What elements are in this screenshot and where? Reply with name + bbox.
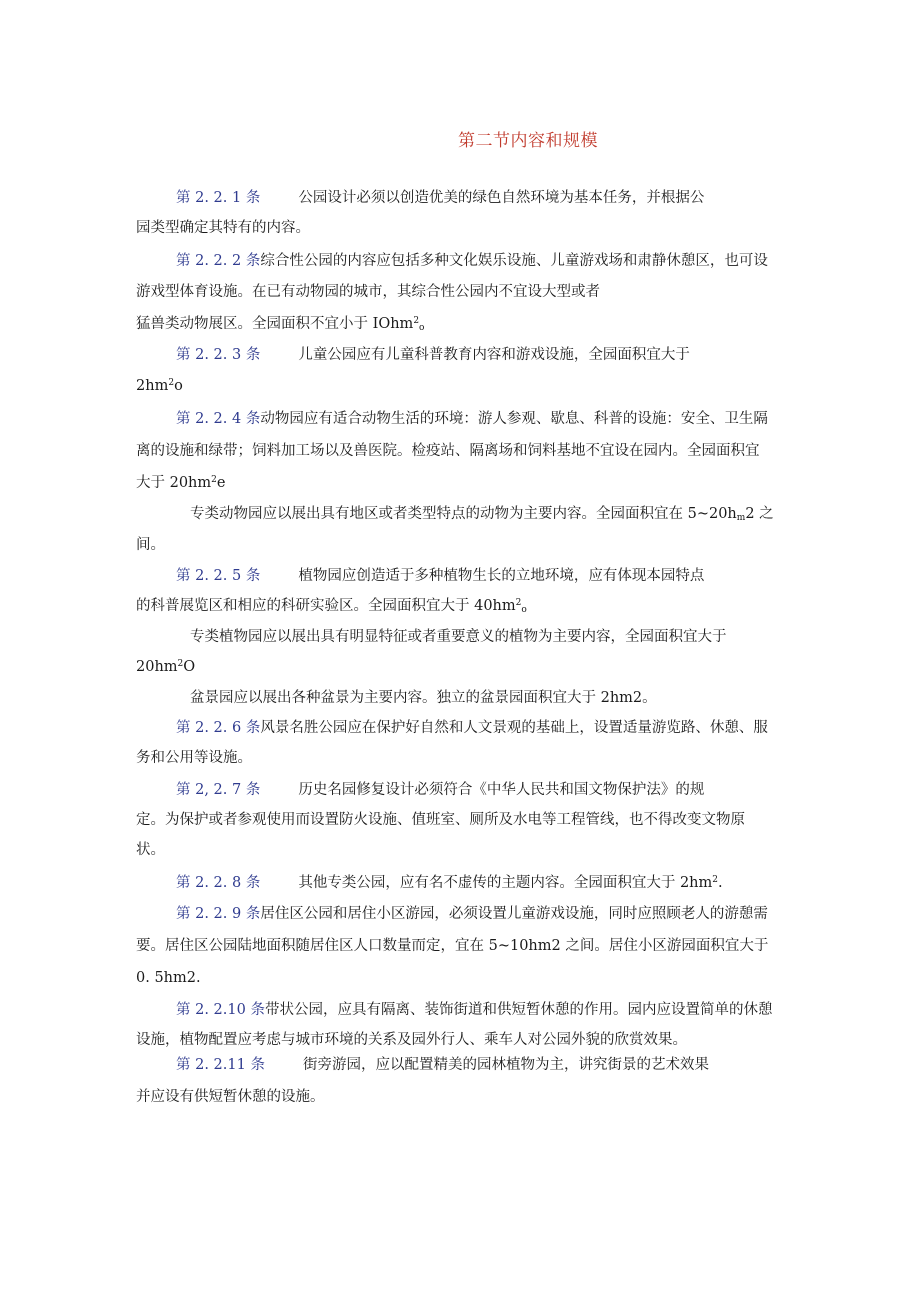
article-number: 第 2. 2.10 条	[176, 1002, 265, 1018]
article-2-2-4-line-2: 离的设施和绿带；饲料加工场以及兽医院。检疫站、隔离场和饲料基地不宜设在园内。全园面积宜	[136, 443, 760, 459]
article-number: 第 2. 2. 8 条	[176, 875, 261, 891]
article-number: 第 2, 2. 7 条	[176, 782, 261, 798]
article-number: 第 2. 2. 2 条	[176, 253, 261, 269]
special-zoo-line-1: 专类动物园应以展出具有地区或者类型特点的动物为主要内容。全园面积宜在 $5\sim 20h_m2$ 之	[190, 506, 774, 523]
article-2-2-1-line-2: 园类型确定其特有的内容。	[136, 220, 310, 236]
article-2-2-11-line-1	[176, 1055, 709, 1075]
article-2-2-4-line-3: 大于 $20hm^2e$	[136, 475, 226, 491]
article-2-2-10-line-1	[176, 1000, 772, 1020]
article-text: 居住区公园和居住小区游园，必须设置儿童游戏设施，同时应照顾老人的游憩需	[260, 906, 768, 922]
article-2-2-9-line-3: 0. 5hm2.	[136, 970, 201, 986]
article-2-2-10-line-2: 设施，植物配置应考虑与城市环境的关系及园外行人、乘车人对公园外貌的欣赏效果。	[136, 1032, 687, 1048]
article-2-2-8-line-1: 第 2. 2. 8 条 其他专类公园，应有名不虚传的主题内容。全园面积宜大于 $2hm^2$.	[176, 875, 723, 891]
article-2-2-9-line-1	[176, 904, 768, 924]
article-number: 第 2. 2. 1 条	[176, 190, 261, 206]
article-number: 第 2. 2. 9 条	[176, 906, 261, 922]
article-number: 第 2. 2.11 条	[176, 1057, 265, 1073]
article-2-2-2-line-2: 游戏型体育设施。在已有动物园的城市，其综合性公园内不宜设大型或者	[136, 284, 600, 300]
article-text: 其他专类公园，应有名不虚传的主题内容。全园面积宜大于 2hm	[298, 875, 713, 891]
article-2-2-2-line-3: 猛兽类动物展区。全园面积不宜小于 IOhm$^2_o$	[136, 316, 425, 333]
article-2-2-11-line-2: 并应设有供短暂休憩的设施。	[136, 1089, 325, 1105]
article-2-2-7-line-1	[176, 780, 704, 800]
article-text: 公园设计必须以创造优美的绿色自然环境为基本任务，并根据公	[298, 190, 705, 206]
article-text: 综合性公园的内容应包括多种文化娱乐设施、儿童游戏场和肃静休憩区，也可设	[260, 253, 768, 269]
special-botanical-line-1: 专类植物园应以展出具有明显特征或者重要意义的植物为主要内容，全园面积宜大于	[190, 629, 727, 645]
article-text: 历史名园修复设计必须符合《中华人民共和国文物保护法》的规	[298, 782, 705, 798]
article-2-2-5-line-1	[176, 566, 704, 586]
article-text: 风景名胜公园应在保护好自然和人文景观的基础上，设置适量游览路、休憩、服	[260, 720, 768, 736]
article-2-2-9-line-2: 要。居住区公园陆地面积随居住区人口数量而定，宜在 5~10hm2 之间。居住小区游园面积宜大于	[136, 938, 769, 954]
article-2-2-6-line-2: 务和公用等设施。	[136, 750, 252, 766]
article-text: 儿童公园应有儿童科普教育内容和游戏设施，全园面积宜大于	[298, 347, 690, 363]
article-text: 动物园应有适合动物生活的环境：游人参观、歇息、科普的设施：安全、卫生隔	[260, 411, 768, 427]
article-2-2-4-line-1	[176, 409, 768, 429]
article-number: 第 2. 2. 3 条	[176, 347, 261, 363]
article-2-2-7-line-3: 状。	[136, 842, 165, 858]
article-number: 第 2. 2. 4 条	[176, 411, 261, 427]
article-text: 带状公园，应具有隔离、装饰街道和供短暂休憩的作用。园内应设置简单的休憩	[264, 1002, 773, 1018]
special-zoo-line-2: 间。	[136, 537, 165, 553]
article-text: 街旁游园，应以配置精美的园林植物为主，讲究街景的艺术效果	[302, 1057, 709, 1073]
article-text: 植物园应创造适于多种植物生长的立地环境，应有体现本园特点	[298, 568, 705, 584]
article-2-2-3-line-2: $2hm^2o$	[136, 378, 183, 394]
special-botanical-line-2: $20hm^2O$	[136, 659, 196, 675]
article-2-2-2-line-1	[176, 251, 768, 271]
article-2-2-1-line-1	[176, 188, 704, 208]
article-2-2-7-line-2: 定。为保护或者参观使用而设置防火设施、值班室、厕所及水电等工程管线，也不得改变文物原	[136, 812, 745, 828]
article-2-2-3-line-1	[176, 345, 690, 365]
section-title: 第二节内容和规模	[458, 131, 598, 151]
article-number: 第 2. 2. 6 条	[176, 720, 261, 736]
bonsai-garden-line: 盆景园应以展出各种盆景为主要内容。独立的盆景园面积宜大于 2hm2。	[190, 690, 657, 706]
article-2-2-6-line-1	[176, 718, 768, 738]
article-number: 第 2. 2. 5 条	[176, 568, 261, 584]
article-2-2-5-line-2: 的科普展览区和相应的科研实验区。全园面积宜大于 $40hm^2_o$	[136, 598, 527, 615]
